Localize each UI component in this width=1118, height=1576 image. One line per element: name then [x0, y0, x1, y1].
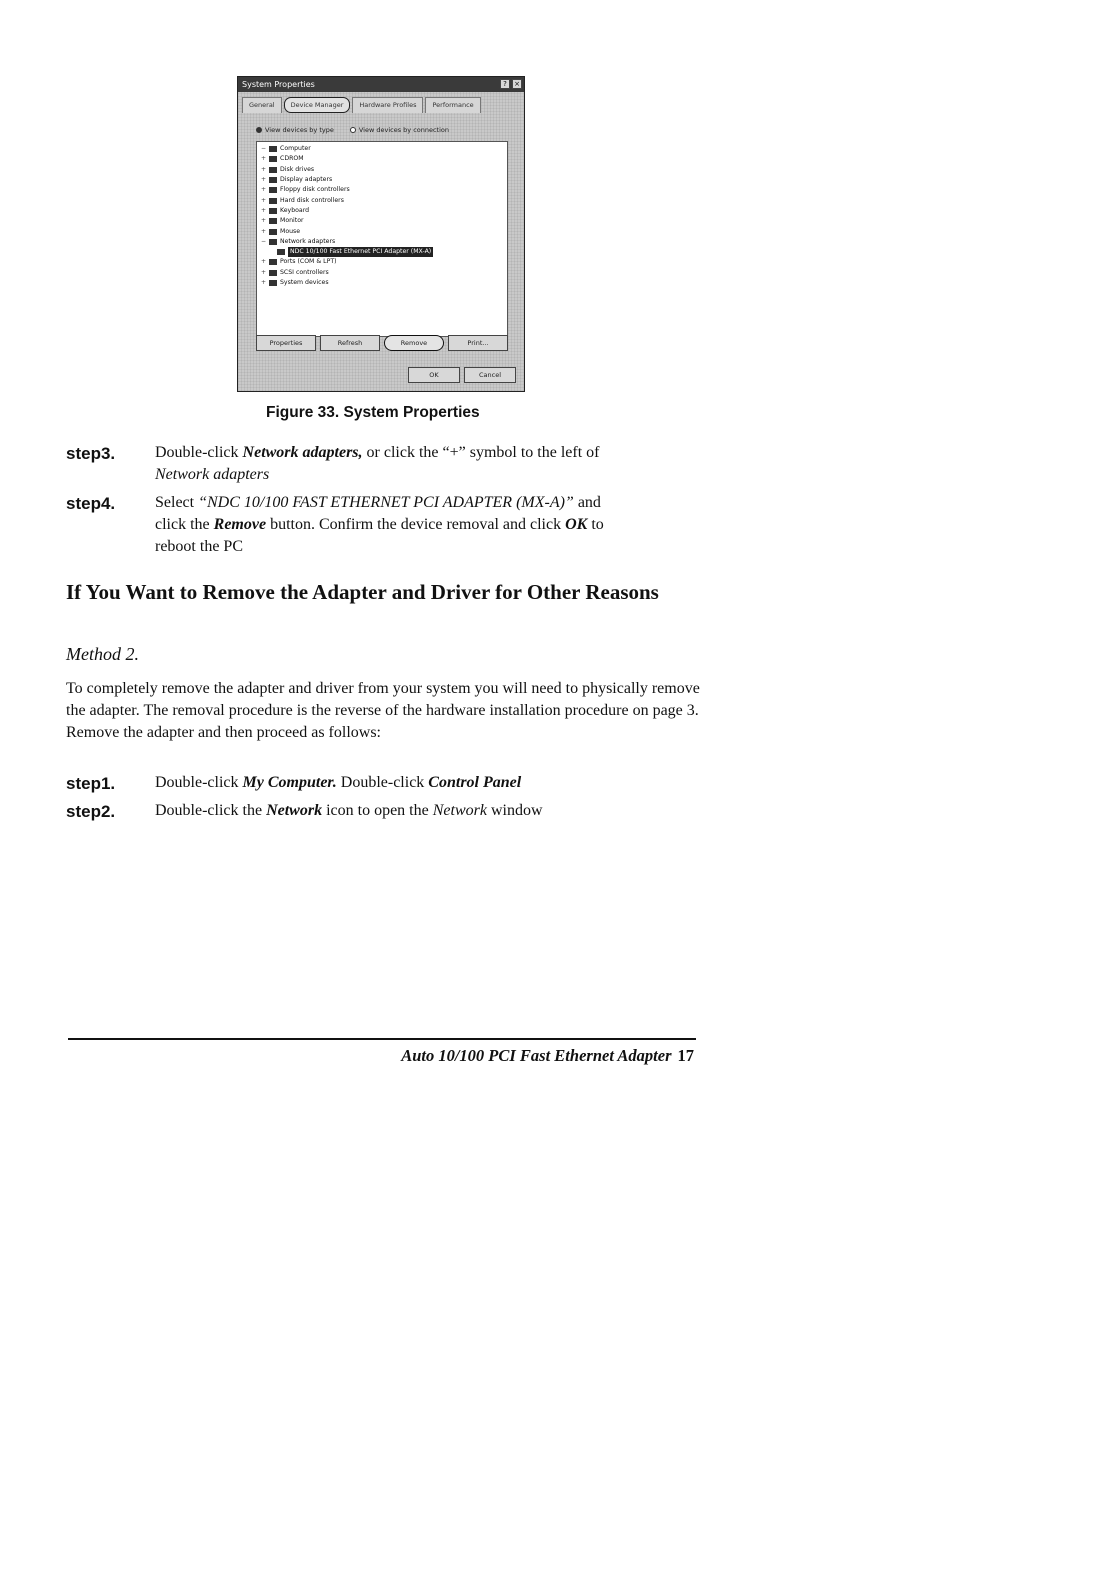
step-text — [155, 442, 715, 486]
computer-icon — [269, 146, 277, 152]
expand-icon: + — [261, 227, 267, 235]
emphasis: Control Panel — [428, 774, 522, 791]
text-run: Double-click the — [155, 802, 267, 819]
keyboard-icon — [269, 208, 277, 214]
section-heading: If You Want to Remove the Adapter and Driver for Other Reasons — [66, 580, 659, 604]
page-number: 17 — [677, 1046, 694, 1065]
expand-icon: + — [261, 196, 267, 204]
tab-device-manager[interactable]: Device Manager — [284, 97, 351, 113]
remove-button[interactable]: Remove — [384, 335, 444, 351]
tree-item-network-adapters[interactable]: − Network adapters — [261, 237, 336, 245]
tree-item-ndc-adapter[interactable]: NDC 10/100 Fast Ethernet PCI Adapter (MX-A) — [261, 247, 507, 257]
tree-item[interactable]: + Keyboard — [261, 206, 310, 214]
emphasis: Network — [266, 802, 323, 819]
dialog-action-buttons — [256, 335, 508, 353]
step-text — [155, 772, 715, 794]
network-icon — [269, 239, 277, 245]
expand-icon: + — [261, 258, 267, 266]
radio-on-icon — [256, 127, 262, 133]
ports-icon — [269, 259, 277, 265]
tree-root[interactable]: − Computer — [261, 145, 311, 153]
radio-label: View devices by type — [265, 126, 334, 134]
expand-icon: − — [261, 145, 267, 153]
step-text — [155, 492, 715, 558]
system-icon — [269, 280, 277, 286]
emphasis: Network adapters, — [242, 444, 363, 461]
expand-icon: + — [261, 176, 267, 184]
body-paragraph: To completely remove the adapter and driver from your system you will need to physically remove the adapter. The removal procedure is the reverse of the hardware installation procedure on page 3. Remove the adapter and then proceed as follows: — [66, 680, 700, 741]
hdd-icon — [269, 198, 277, 204]
view-options — [256, 123, 514, 137]
dialog-ok-buttons — [408, 367, 516, 383]
text-run: Double-click — [336, 774, 429, 791]
text-run: reboot the PC — [155, 538, 243, 555]
tree-item[interactable]: + Ports (COM & LPT) — [261, 258, 337, 266]
dialog-titlebar — [238, 77, 524, 92]
disk-icon — [269, 167, 277, 173]
collapse-icon: − — [261, 237, 267, 245]
step-text — [155, 800, 715, 822]
radio-view-by-type[interactable] — [256, 123, 334, 137]
expand-icon: + — [261, 268, 267, 276]
footer-rule — [68, 1038, 696, 1040]
scsi-icon — [269, 270, 277, 276]
page-footer — [340, 1046, 694, 1066]
text-run: Double-click — [155, 444, 243, 461]
device-tree[interactable] — [256, 141, 508, 337]
tab-hardware-profiles[interactable]: Hardware Profiles — [352, 97, 423, 113]
cdrom-icon — [269, 156, 277, 162]
floppy-icon — [269, 187, 277, 193]
emphasis: OK — [565, 516, 588, 533]
tree-item[interactable]: + System devices — [261, 279, 329, 286]
network-card-icon — [277, 249, 285, 255]
step-label: step3. — [66, 444, 116, 463]
tree-item[interactable]: + Mouse — [261, 227, 301, 235]
tree-item[interactable]: + Hard disk controllers — [261, 196, 344, 204]
radio-label: View devices by connection — [358, 126, 450, 134]
mouse-icon — [269, 229, 277, 235]
monitor-icon — [269, 218, 277, 224]
tree-item[interactable]: + Display adapters — [261, 176, 333, 184]
tree-item[interactable]: + Disk drives — [261, 165, 315, 173]
expand-icon: + — [261, 155, 267, 163]
tab-general[interactable]: General — [242, 97, 282, 113]
system-properties-screenshot — [237, 76, 525, 392]
expand-icon: + — [261, 165, 267, 173]
properties-button[interactable]: Properties — [256, 335, 316, 351]
expand-icon: + — [261, 186, 267, 194]
footer-title: Auto 10/100 PCI Fast Ethernet Adapter — [401, 1046, 672, 1065]
expand-icon: + — [261, 206, 267, 214]
tree-item[interactable]: + SCSI controllers — [261, 268, 329, 276]
radio-view-by-connection[interactable] — [350, 123, 449, 137]
emphasis: Network adapters — [155, 466, 270, 483]
text-run: button. Confirm the device removal and click — [266, 516, 566, 533]
print-button[interactable]: Print... — [448, 335, 508, 351]
display-icon — [269, 177, 277, 183]
text-run: and — [573, 494, 601, 511]
text-run: or click the “+” symbol to the left of — [362, 444, 600, 461]
emphasis: Remove — [213, 516, 267, 533]
help-icon[interactable]: ? — [500, 79, 510, 89]
text-run: Double-click — [155, 774, 243, 791]
method-subheading: Method 2. — [66, 644, 139, 664]
refresh-button[interactable]: Refresh — [320, 335, 380, 351]
emphasis: My Computer. — [242, 774, 337, 791]
dialog-title: System Properties — [242, 80, 315, 89]
text-run: window — [486, 802, 543, 819]
expand-icon: + — [261, 279, 267, 286]
figure-caption: Figure 33. System Properties — [266, 404, 480, 421]
text-run: click the — [155, 516, 214, 533]
tab-performance[interactable]: Performance — [425, 97, 480, 113]
close-icon[interactable]: × — [512, 79, 522, 89]
emphasis: “NDC 10/100 FAST ETHERNET PCI ADAPTER (MX-A)” — [198, 494, 574, 511]
text-run: Select — [155, 494, 199, 511]
dialog-tabs — [242, 97, 520, 113]
tree-item[interactable]: + CDROM — [261, 155, 304, 163]
emphasis: Network — [432, 802, 487, 819]
radio-off-icon — [350, 127, 356, 133]
step-label: step1. — [66, 774, 116, 793]
text-run: to — [587, 516, 604, 533]
step-label: step2. — [66, 802, 116, 821]
text-run: icon to open the — [322, 802, 433, 819]
cancel-button[interactable]: Cancel — [464, 367, 516, 383]
tree-item[interactable]: + Floppy disk controllers — [261, 186, 350, 194]
tree-item[interactable]: + Monitor — [261, 217, 304, 225]
ok-button[interactable]: OK — [408, 367, 460, 383]
expand-icon: + — [261, 217, 267, 225]
step-label: step4. — [66, 494, 116, 513]
